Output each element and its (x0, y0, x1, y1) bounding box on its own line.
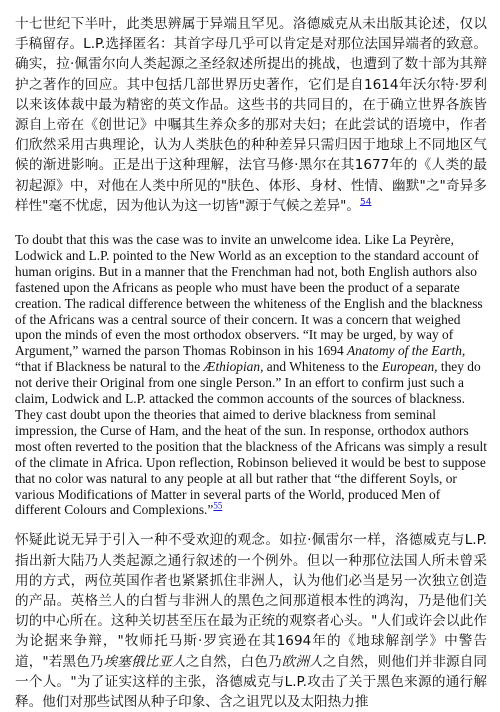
book-title-anatomy: Anatomy of the Earth, (347, 343, 466, 359)
italic-european-zh: 欧洲人 (281, 653, 323, 670)
italic-european: European, (381, 359, 438, 375)
paragraph-chinese-2 (15, 530, 487, 712)
italic-ethiopian-zh: 埃塞俄比亚人 (103, 653, 186, 670)
paragraph-english-text-4: they do not derive their Original from one single Person.” In an effort to confirm just such a claim, Lodwick and L.P. attacked the common accounts of the sources of blackness. They cast doubt upon the theories that aimed to derive blackness from seminal impression, the Curse of Ham, and the heat of the sun. In response, orthodox authors most often reverted to the position that the blackness of the Africans was simply a result of the climate in Africa. Upon reflection, Robinson believed it would be best to suppose that no color was natural to any people at all but rather that “the different Soyls, or various Modifications of Matter in several parts of the World, produced Men of different Colours and Complexions.” (15, 359, 487, 518)
footnote-link-55[interactable]: 55 (213, 500, 223, 511)
paragraph-english-text-1: To doubt that this was the case was to invite an unwelcome idea. Like La Peyrère, Lodwick and L.P. pointed to the New World as an exception to the standard account of human origins. But in a manner that the Frenchman had not, both English authors also fastened upon the Africans as people who must have been the product of a separate creation. The radical difference between the whiteness of the English and the blackness of the Africans was a central source of their concern. It was a concern that weighed upon the minds of even the most orthodox observers. “It may be urged, by way of Argument,” warned the parson Thomas Robinson in his 1694 (15, 232, 483, 359)
paragraph-english-text-3: and Whiteness to the (263, 359, 382, 375)
paragraph-chinese-2-text-1: 怀疑此说无异于引入一种不受欢迎的观念。如拉·佩雷尔一样，洛德威克与L.P.指出新大陆乃人类起源之通行叙述的一个例外。但以一种那位法国人所未曾采用的方式，两位英国作者也紧紧抓住非洲人，认为他们必当是另一次独立创造的产品。英格兰人的白皙与非洲人的黑色之间那道根本性的鸿沟，乃是他们关切的中心所在。这种关切甚至压在最为正统的观察者心头。"人们或许会以此作为论据来争辩，"牧师托马斯·罗宾逊在其1694年的《地球解剖学》中警告道，"若黑色乃 (15, 532, 487, 670)
paragraph-chinese-1-text: 十七世纪下半叶，此类思辨属于异端且罕见。洛德威克从未出版其论述，仅以手稿留存。L.P.选择匿名：其首字母几乎可以肯定是对那位法国异端者的致意。确实，拉·佩雷尔向人类起源之圣经叙述所提出的挑战，也遭到了数十部为其辩护之著作的回应。其中包括几部世界历史著作，它们是自1614年沃尔特·罗利以来该体裁中最为精密的英文作品。这些书的共同目的，在于确立世界各族皆源自上帝在《创世记》中嘱其生养众多的那对夫妇；在此尝试的语境中，作者们欣然采用古典理论，认为人类肤色的种种差异只需归因于地球上不同地区气候的渐进影响。正是出于这种理解，法官马修·黑尔在其1677年的《人类的最初起源》中，对他在人类中所见的"肤色、体形、身材、性情、幽默"之"奇异多样性"毫不忧虑，因为他认为这一切皆"源于气候之差异"。 (15, 16, 487, 214)
italic-aethiopian: Æthiopian, (203, 359, 264, 375)
paragraph-english-text-2: “that if Blackness be natural to the (15, 359, 204, 375)
paragraph-english (15, 232, 487, 518)
footnote-link-54[interactable]: 54 (360, 197, 372, 208)
paragraph-chinese-2-text-3: 之自然，则他们并非源自同一个人。"为了证实这样的主张，洛德威克与L.P.攻击了关于黑色来源的通行解释。他们对那些试图从种子印象、含之诅咒以及太阳热力推 (15, 653, 488, 710)
page-content (15, 14, 487, 712)
paragraph-chinese-2-text-2: 之自然，白色乃 (185, 653, 282, 670)
paragraph-chinese-1 (15, 14, 487, 216)
